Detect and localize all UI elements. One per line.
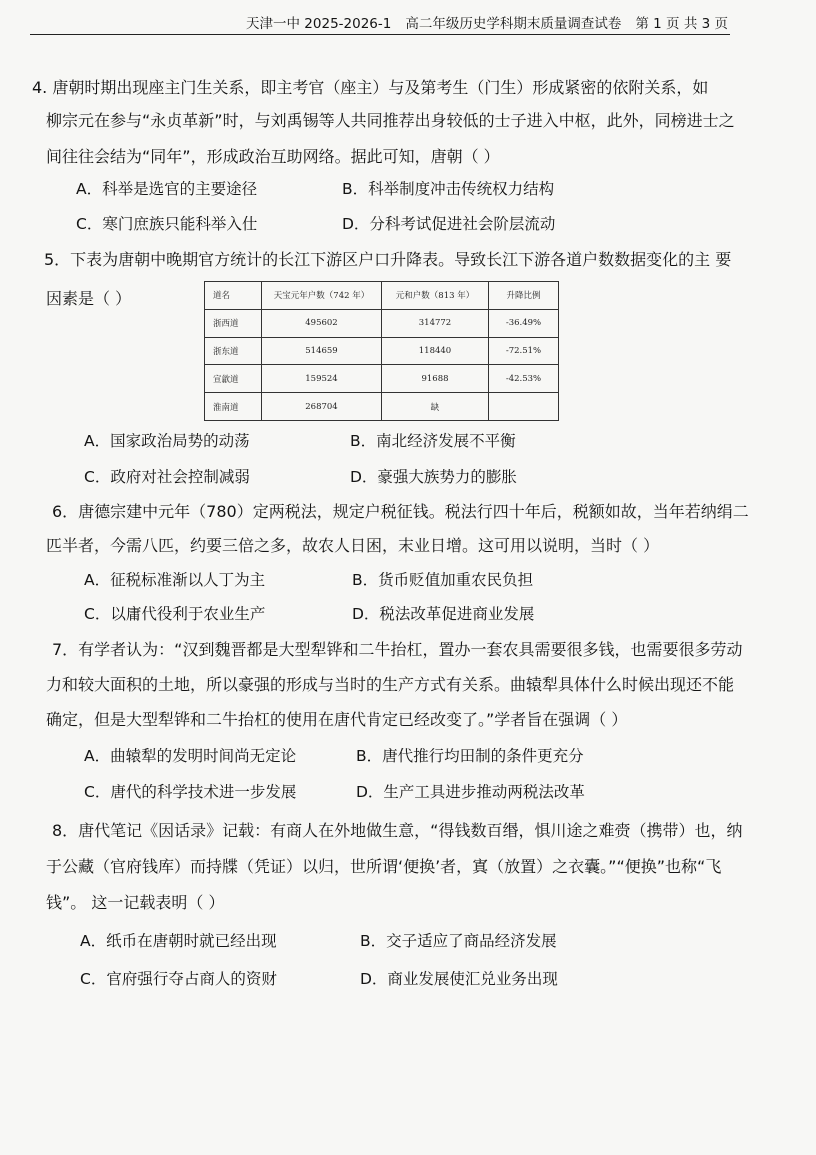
q8-option-c: C．官府强行夺占商人的资财 <box>80 970 277 988</box>
q6-option-d: D．税法改革促进商业发展 <box>352 605 535 623</box>
q4-stem-line-3: 间往往会结为“同年”，形成政治互助网络。据此可知，唐朝（ ） <box>46 147 500 166</box>
table-header-cell: 道名 <box>205 282 262 310</box>
table-cell: 宣歙道 <box>205 365 262 393</box>
table-cell <box>489 393 559 421</box>
q5-option-d: D．豪强大族势力的膨胀 <box>350 468 517 486</box>
q6-stem-line-1: 6．唐德宗建中元年（780）定两税法，规定户税征钱。税法行四十年后，税额如故，当年若纳绢二 <box>52 502 749 521</box>
q4-stem-line-2: 柳宗元在参与“永贞革新”时，与刘禹锡等人共同推荐出身较低的士子进入中枢，此外，同榜进士之 <box>46 111 735 130</box>
q5-stem-line-2: 因素是（ ） <box>46 289 132 308</box>
q6-stem-line-2: 匹半者，今需八匹，约要三倍之多，故农人日困，末业日增。这可用以说明，当时（ ） <box>46 536 660 555</box>
table-cell: 淮南道 <box>205 393 262 421</box>
q5-option-a: A．国家政治局势的动荡 <box>84 432 250 450</box>
q4-option-d: D．分科考试促进社会阶层流动 <box>342 215 556 233</box>
table-header-row <box>205 282 559 310</box>
table-header-cell: 升降比例 <box>489 282 559 310</box>
household-table <box>204 281 559 421</box>
q7-stem-line-2: 力和较大面积的土地，所以豪强的形成与当时的生产方式有关系。曲辕犁具体什么时候出现还不能 <box>46 675 735 694</box>
q7-stem-line-1: 7．有学者认为：“汉到魏晋都是大型犁铧和二牛抬杠，置办一套农具需要很多钱，也需要很多劳动 <box>52 640 743 659</box>
q4-option-b: B．科举制度冲击传统权力结构 <box>342 180 555 198</box>
table-cell: 495602 <box>262 309 382 337</box>
exam-title: 高二年级历史学科期末质量调查试卷 <box>405 16 622 32</box>
table-cell: 118440 <box>382 337 489 365</box>
table-cell: -72.51% <box>489 337 559 365</box>
q4-stem-line-1: 4. 唐朝时期出现座主门生关系，即主考官（座主）与及第考生（门生）形成紧密的依附关系，如 <box>32 78 709 97</box>
q4-option-c: C．寒门庶族只能科举入仕 <box>76 215 258 233</box>
q8-stem-line-3: 钱”。 这一记载表明（ ） <box>46 893 225 912</box>
table-cell: 314772 <box>382 309 489 337</box>
table-cell: 514659 <box>262 337 382 365</box>
q5-option-b: B．南北经济发展不平衡 <box>350 432 516 450</box>
table-cell: 缺 <box>382 393 489 421</box>
q8-option-b: B．交子适应了商品经济发展 <box>360 932 557 950</box>
q5-option-c: C．政府对社会控制减弱 <box>84 468 250 486</box>
q8-stem-line-2: 于公藏（官府钱库）而持牒（凭证）以归，世所谓‘便换’者，寘（放置）之衣囊。”“便换”也称“飞 <box>46 857 722 876</box>
q7-stem-line-3: 确定，但是大型犁铧和二牛抬杠的使用在唐代肯定已经改变了。”学者旨在强调（ ） <box>46 710 628 729</box>
table-header-cell: 天宝元年户数（742 年） <box>262 282 382 310</box>
table-cell: -42.53% <box>489 365 559 393</box>
q7-option-d: D．生产工具进步推动两税法改革 <box>356 783 585 801</box>
table-cell: 91688 <box>382 365 489 393</box>
table-row <box>205 337 559 365</box>
q8-option-d: D．商业发展使汇兑业务出现 <box>360 970 558 988</box>
page-header <box>0 12 728 32</box>
q5-stem-line-1: 5．下表为唐朝中晚期官方统计的长江下游区户口升降表。导致长江下游各道户数数据变化的主 要 <box>44 250 732 269</box>
q7-option-b: B．唐代推行均田制的条件更充分 <box>356 747 584 765</box>
table-row <box>205 393 559 421</box>
table-cell: 268704 <box>262 393 382 421</box>
table-cell: 159524 <box>262 365 382 393</box>
q7-option-a: A．曲辕犁的发明时间尚无定论 <box>84 747 297 765</box>
table-header-cell: 元和户数（813 年） <box>382 282 489 310</box>
school-term: 天津一中 2025-2026-1 <box>246 16 392 32</box>
q8-option-a: A．纸币在唐朝时就已经出现 <box>80 932 277 950</box>
q7-option-c: C．唐代的科学技术进一步发展 <box>84 783 297 801</box>
table-cell: 浙东道 <box>205 337 262 365</box>
table-row <box>205 309 559 337</box>
table-row <box>205 365 559 393</box>
q6-option-b: B．货币贬值加重农民负担 <box>352 571 534 589</box>
page-number: 第 1 页 共 3 页 <box>635 16 728 32</box>
table-cell: -36.49% <box>489 309 559 337</box>
header-rule <box>30 34 730 35</box>
q6-option-a: A．征税标准渐以人丁为主 <box>84 571 266 589</box>
q8-stem-line-1: 8．唐代笔记《因话录》记载：有商人在外地做生意，“得钱数百缗，惧川途之难赍（携带）也，纳 <box>52 821 743 840</box>
q4-option-a: A．科举是选官的主要途径 <box>76 180 258 198</box>
q6-option-c: C．以庸代役利于农业生产 <box>84 605 266 623</box>
table-cell: 浙西道 <box>205 309 262 337</box>
